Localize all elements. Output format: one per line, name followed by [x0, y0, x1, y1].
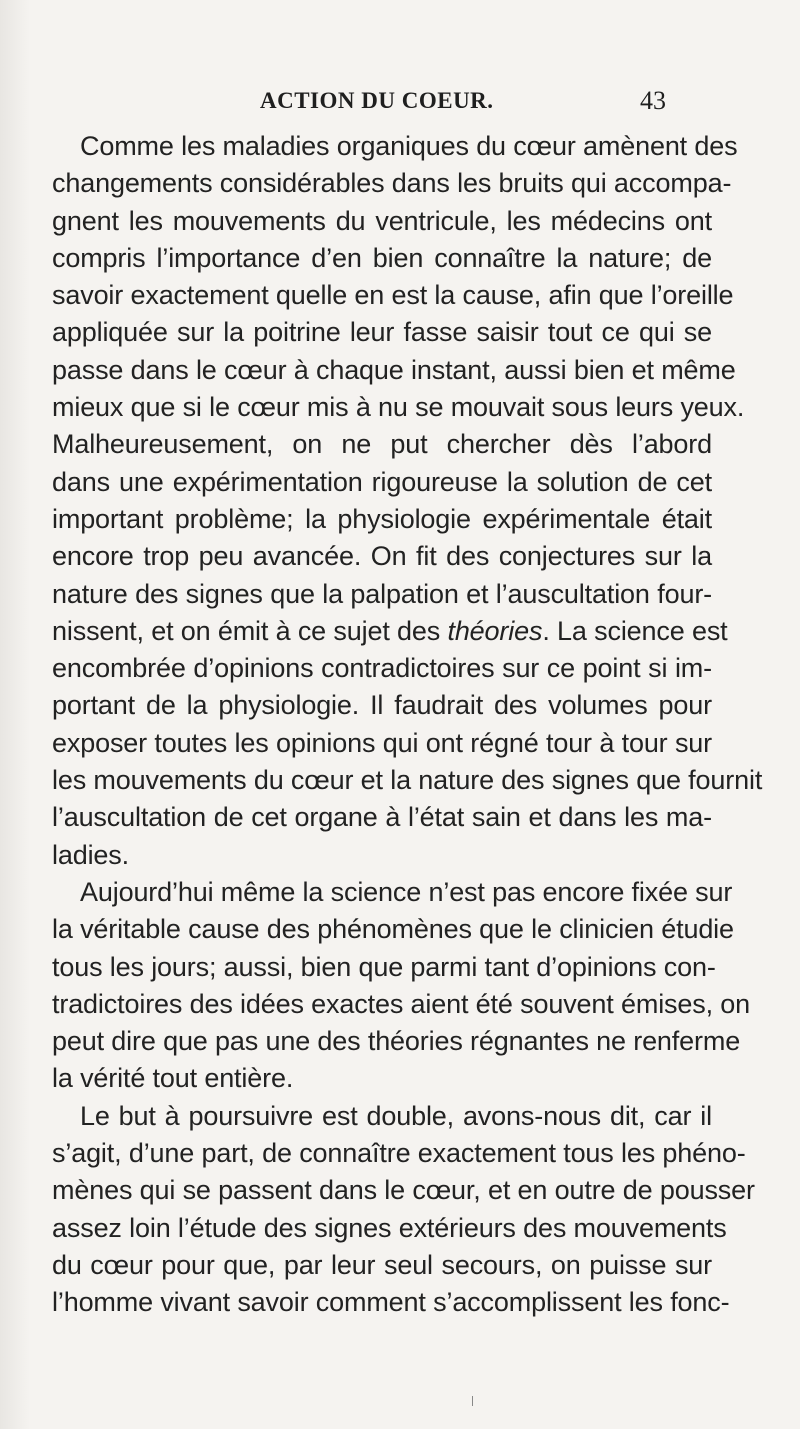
- text-line: l’auscultation de cet organe à l’état sain et dans les ma-: [52, 802, 712, 833]
- text-segment: nissent, et on émit à ce sujet des: [52, 615, 448, 646]
- text-line: nature des signes que la palpation et l’auscultation four-: [52, 578, 712, 609]
- running-head: ACTION DU COEUR.: [260, 88, 494, 113]
- page-number: 43: [640, 86, 666, 115]
- text-line: important problème; la physiologie expérimentale était: [52, 503, 712, 534]
- text-line: l’homme vivant savoir comment s’accomplissent les fonc-: [52, 1287, 730, 1318]
- page-header: [0, 88, 800, 118]
- text-line: compris l’importance d’en bien connaître la nature; de: [52, 242, 712, 273]
- text-line: la véritable cause des phénomènes que le clinicien étudie: [52, 914, 734, 945]
- text-line: exposer toutes les opinions qui ont régné tour à tour sur: [52, 727, 712, 758]
- text-line: mieux que si le cœur mis à nu se mouvait sous leurs yeux.: [52, 392, 745, 423]
- text-line: Malheureusement, on ne put chercher dès l’abord: [52, 429, 712, 460]
- text-line-with-italic: [52, 613, 728, 650]
- page-gutter-shade: [0, 0, 30, 1429]
- text-line: la vérité tout entière.: [52, 1063, 294, 1094]
- italic-word: théories: [447, 615, 543, 646]
- text-line: les mouvements du cœur et la nature des signes que fournit: [52, 765, 763, 796]
- text-line: encore trop peu avancée. On fit des conjectures sur la: [52, 541, 712, 572]
- text-line: ladies.: [52, 839, 129, 870]
- page-edge-mark: [472, 1396, 473, 1406]
- text-line: appliquée sur la poitrine leur fasse saisir tout ce qui se: [52, 317, 712, 348]
- text-line: assez loin l’étude des signes extérieurs des mouvements: [52, 1212, 727, 1243]
- text-line: du cœur pour que, par leur seul secours, on puisse sur: [52, 1249, 712, 1280]
- text-line: encombrée d’opinions contradictoires sur ce point si im-: [52, 653, 712, 684]
- text-line: passe dans le cœur à chaque instant, aussi bien et même: [52, 354, 736, 385]
- text-segment: . La science est: [542, 615, 728, 646]
- text-line: dans une expérimentation rigoureuse la solution de cet: [52, 466, 712, 497]
- body-text: [52, 128, 763, 1322]
- text-line: Aujourd’hui même la science n’est pas encore fixée sur: [80, 876, 733, 907]
- text-line: peut dire que pas une des théories régnantes ne renferme: [52, 1026, 741, 1057]
- text-line: gnent les mouvements du ventricule, les médecins ont: [52, 205, 712, 236]
- text-line: tous les jours; aussi, bien que parmi tant d’opinions con-: [52, 951, 716, 982]
- text-line: s’agit, d’une part, de connaître exactement tous les phéno-: [52, 1138, 746, 1169]
- text-line: Le but à poursuivre est double, avons-nous dit, car il: [80, 1100, 712, 1131]
- text-line: portant de la physiologie. Il faudrait des volumes pour: [52, 690, 712, 721]
- text-line: tradictoires des idées exactes aient été souvent émises, on: [52, 988, 751, 1019]
- text-line: savoir exactement quelle en est la cause, afin que l’oreille: [52, 280, 734, 311]
- text-line: mènes qui se passent dans le cœur, et en outre de pousser: [52, 1175, 755, 1206]
- text-line: Comme les maladies organiques du cœur amènent des: [80, 131, 738, 161]
- text-line: changements considérables dans les bruits qui accompa-: [52, 168, 732, 199]
